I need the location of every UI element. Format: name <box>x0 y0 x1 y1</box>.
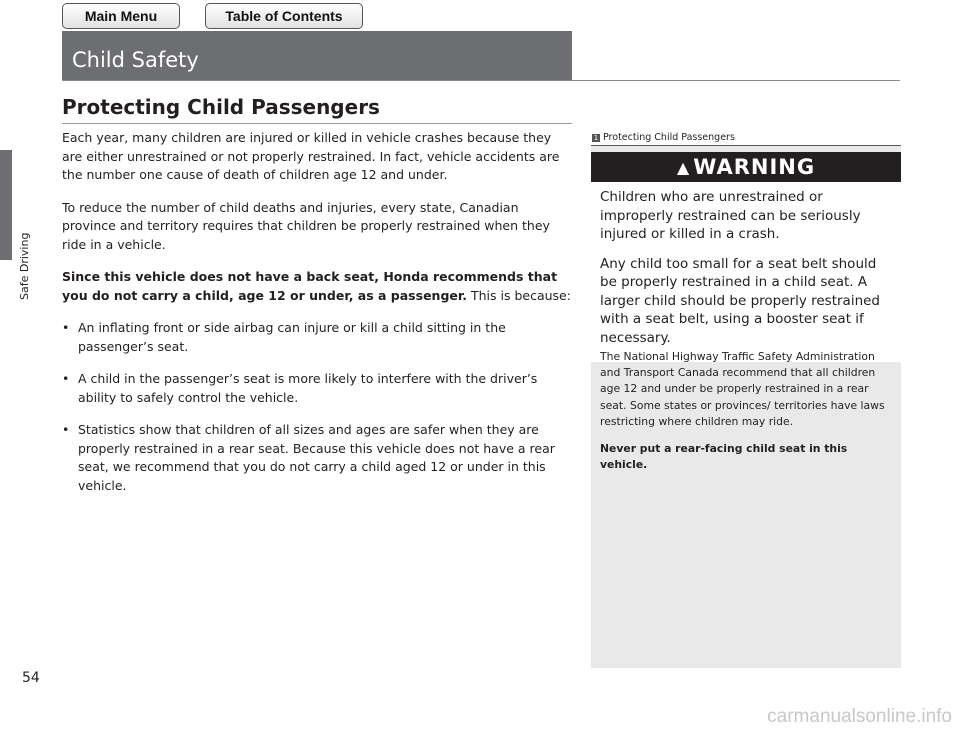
warning-triangle-icon: ▲ <box>676 157 691 177</box>
list-item-text: Statistics show that children of all sizes and ages are safer when they are properly restrained in a rear seat. Because this vehicle does not have a rear seat, we recommend that you do not carry a child aged 12 or under in this vehicle. <box>78 422 555 493</box>
warning-header <box>591 152 901 182</box>
watermark: carmanualsonline.info <box>767 706 952 727</box>
list-item <box>62 319 574 356</box>
reasons-list <box>62 319 574 495</box>
sidebar-header <box>591 130 901 146</box>
sidebar-panel <box>591 130 901 668</box>
recommendation-tail: This is because: <box>467 287 571 303</box>
heading-divider <box>62 123 572 124</box>
intro-paragraph: Each year, many children are injured or killed in vehicle crashes because they are either unrestrained or not properly restrained. In fact, vehicle accidents are the number one cause of death of children age 12 and under. <box>62 130 560 182</box>
warning-box <box>591 152 901 362</box>
warning-paragraph: Any child too small for a seat belt should be properly restrained in a child seat. A larger child should be properly restrained with a seat belt, using a booster seat if necessary. <box>600 255 881 346</box>
chapter-tab-marker <box>0 150 12 260</box>
list-item <box>62 370 574 407</box>
section-divider <box>62 80 900 81</box>
sidebar-header-label: Protecting Child Passengers <box>603 132 735 143</box>
bullet-icon: • <box>62 320 70 335</box>
law-paragraph: To reduce the number of child deaths and injuries, every state, Canadian province and territory requires that children be properly restrained when they ride in a vehicle. <box>62 199 550 252</box>
list-item <box>62 421 574 495</box>
note-paragraph: The National Highway Traffic Safety Administration and Transport Canada recommend that all children age 12 and under be properly restrained in a rear seat. Some states or provinces/ territories have laws restricting where children may ride. <box>600 350 885 428</box>
main-column <box>62 129 574 509</box>
warning-body <box>591 182 901 347</box>
section-title: Child Safety <box>72 48 199 72</box>
recommendation-bold: Since this vehicle does not have a back seat, Honda recommends that you do not carry a child, age 12 or under, as a passenger. <box>62 269 558 303</box>
section-title-bar <box>62 31 572 80</box>
list-item-text: A child in the passenger’s seat is more likely to interfere with the driver’s ability to safely control the vehicle. <box>78 371 538 405</box>
page-heading: Protecting Child Passengers <box>62 95 380 119</box>
reference-icon: 1 <box>593 133 599 142</box>
sidebar-notes <box>600 349 896 484</box>
main-menu-button[interactable]: Main Menu <box>62 3 180 29</box>
warning-title: WARNING <box>693 155 816 179</box>
page-number: 54 <box>22 670 40 686</box>
note-bold-paragraph: Never put a rear-facing child seat in this vehicle. <box>600 442 848 472</box>
recommendation-paragraph <box>62 268 574 305</box>
table-of-contents-button[interactable]: Table of Contents <box>205 3 363 29</box>
list-item-text: An inflating front or side airbag can injure or kill a child sitting in the passenger’s seat. <box>78 320 506 354</box>
bullet-icon: • <box>62 371 70 386</box>
warning-paragraph: Children who are unrestrained or improperly restrained can be seriously injured or killed in a crash. <box>600 189 861 242</box>
chapter-side-label: Safe Driving <box>18 232 31 300</box>
bullet-icon: • <box>62 422 70 437</box>
